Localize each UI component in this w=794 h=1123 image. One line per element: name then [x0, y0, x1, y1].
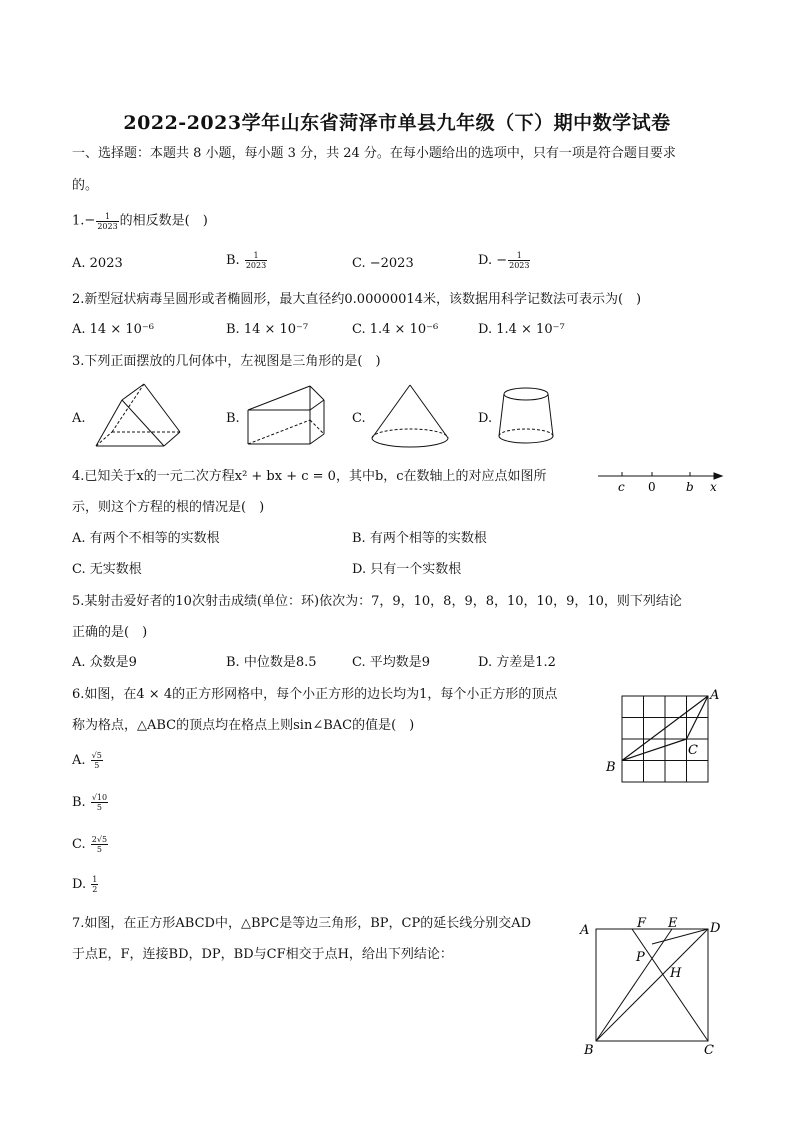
- q3-frustum-figure-d: [494, 384, 558, 448]
- q6-option-c[interactable]: [72, 834, 109, 856]
- q6-option-d[interactable]: [72, 874, 99, 896]
- question-5-line1: 5.某射击爱好者的10次射击成绩(单位：环)依次为：7，9，10，8，9，8，10，10，9，10，则下列结论: [72, 594, 682, 609]
- q1-option-a[interactable]: A. 2023: [72, 256, 123, 271]
- q5-option-c[interactable]: C. 平均数是9: [352, 655, 431, 670]
- q1-option-b[interactable]: [226, 250, 268, 272]
- q6-d-prefix: D.: [72, 877, 87, 892]
- section-heading-line1: 一、选择题：本题共 8 小题，每小题 3 分，共 24 分。在每小题给出的选项中，只有一项是符合题目要求: [72, 146, 676, 161]
- question-1-stem: [72, 210, 208, 233]
- q7-label-d: D: [710, 921, 721, 936]
- q1-option-d[interactable]: [478, 250, 531, 272]
- q5-option-a[interactable]: A. 众数是9: [72, 655, 137, 670]
- q7-label-a: A: [580, 923, 590, 938]
- q1-stem-text: 的相反数是( ): [119, 213, 208, 229]
- q3-triangular-prism-figure-b: [244, 384, 330, 448]
- q1-frac-den: 2023: [97, 221, 118, 231]
- q1-option-c[interactable]: C. −2023: [352, 256, 414, 271]
- q6-c-fraction: [91, 835, 108, 854]
- q2-option-b[interactable]: B. 14 × 10⁻⁷: [226, 322, 309, 337]
- q1-b-num: 1: [245, 251, 267, 261]
- q6-label-c: C: [688, 743, 698, 758]
- q6-b-den: 5: [96, 803, 103, 812]
- q3-option-a[interactable]: A.: [72, 411, 86, 426]
- question-3-stem: 3.下列正面摆放的几何体中，左视图是三角形的是( ): [72, 354, 381, 369]
- q6-a-den: 5: [94, 761, 100, 770]
- q7-label-f: F: [637, 916, 647, 931]
- question-4-line1: 4.已知关于x的一元二次方程x² + bx + c = 0，其中b，c在数轴上的对应点如图所: [72, 469, 547, 484]
- section-heading-line2: 的。: [72, 178, 99, 193]
- q7-square-figure: [576, 912, 726, 1062]
- q2-option-a[interactable]: A. 14 × 10⁻⁶: [72, 322, 154, 337]
- q6-a-fraction: [91, 751, 103, 770]
- q4-option-d[interactable]: D. 只有一个实数根: [352, 562, 462, 577]
- q3-prism-figure-a: [92, 380, 184, 450]
- q4-axis-label-b: b: [686, 480, 694, 494]
- q2-option-c[interactable]: C. 1.4 × 10⁻⁶: [352, 322, 439, 337]
- q3-cone-figure-c: [368, 382, 452, 450]
- q1-fraction: [96, 212, 118, 231]
- q4-option-a[interactable]: A. 有两个不相等的实数根: [72, 531, 220, 546]
- q1-b-den: 2023: [245, 261, 267, 270]
- q7-label-p: P: [636, 950, 645, 965]
- q6-grid-figure: [600, 684, 730, 796]
- q3-option-b[interactable]: B.: [226, 411, 240, 426]
- q1-number: 1.: [72, 213, 85, 229]
- q5-option-b[interactable]: B. 中位数是8.5: [226, 655, 317, 670]
- q3-option-d[interactable]: D.: [478, 411, 493, 426]
- q6-option-b[interactable]: [72, 792, 109, 814]
- q6-a-num: √5: [91, 751, 102, 760]
- page-title: 2022-2023学年山东省菏泽市单县九年级（下）期中数学试卷: [123, 112, 671, 134]
- q6-b-num: √10: [91, 793, 108, 802]
- q1-d-num: 1: [508, 251, 530, 261]
- q7-label-b: B: [584, 1043, 594, 1058]
- q6-d-num: 1: [92, 875, 98, 884]
- q1-frac-num: 1: [96, 212, 118, 222]
- q6-d-fraction: [91, 875, 98, 894]
- q1-d-prefix: D. −: [478, 253, 508, 268]
- q6-label-a: A: [710, 688, 720, 703]
- q3-option-c[interactable]: C.: [352, 411, 366, 426]
- q6-c-prefix: C.: [72, 837, 86, 852]
- q6-c-den: 5: [96, 845, 102, 854]
- q5-option-d[interactable]: D. 方差是1.2: [478, 655, 556, 670]
- q7-label-c: C: [704, 1043, 714, 1058]
- q7-label-h: H: [670, 966, 682, 981]
- q4-axis-label-zero: 0: [648, 480, 656, 494]
- question-7-line2: 于点E，F，连接BD，DP，BD与CF相交于点H，给出下列结论：: [72, 947, 453, 962]
- question-2-stem: 2.新型冠状病毒呈圆形或者椭圆形，最大直径约0.00000014米，该数据用科学记数法可表示为( ): [72, 292, 642, 307]
- q6-option-a[interactable]: [72, 750, 104, 772]
- q1-b-prefix: B.: [226, 253, 240, 268]
- q6-b-prefix: B.: [72, 795, 86, 810]
- q4-option-b[interactable]: B. 有两个相等的实数根: [352, 531, 487, 546]
- q1-b-fraction: [245, 251, 267, 270]
- q2-option-d[interactable]: D. 1.4 × 10⁻⁷: [478, 322, 565, 337]
- q4-axis-label-c: c: [618, 480, 625, 494]
- q7-label-e: E: [668, 916, 678, 931]
- q1-d-fraction: [508, 251, 530, 270]
- question-6-line2: 称为格点，△ABC的顶点均在格点上则sin∠BAC的值是( ): [72, 718, 415, 733]
- q6-label-b: B: [606, 760, 616, 775]
- q1-minus: −: [84, 213, 96, 228]
- q6-a-prefix: A.: [72, 753, 86, 768]
- q4-number-line: [594, 466, 728, 498]
- q6-c-num: 2√5: [91, 835, 108, 844]
- question-5-line2: 正确的是( ): [72, 625, 148, 640]
- q4-axis-label-x: x: [710, 480, 717, 494]
- q6-b-fraction: [91, 793, 108, 812]
- question-7-line1: 7.如图，在正方形ABCD中，△BPC是等边三角形，BP，CP的延长线分别交AD: [72, 916, 532, 931]
- question-4-line2: 示，则这个方程的根的情况是( ): [72, 500, 265, 515]
- q1-d-den: 2023: [509, 261, 530, 270]
- question-6-line1: 6.如图，在4 × 4的正方形网格中，每个小正方形的边长均为1，每个小正方形的顶点: [72, 687, 558, 702]
- q6-d-den: 2: [92, 885, 98, 894]
- q4-option-c[interactable]: C. 无实数根: [72, 562, 142, 577]
